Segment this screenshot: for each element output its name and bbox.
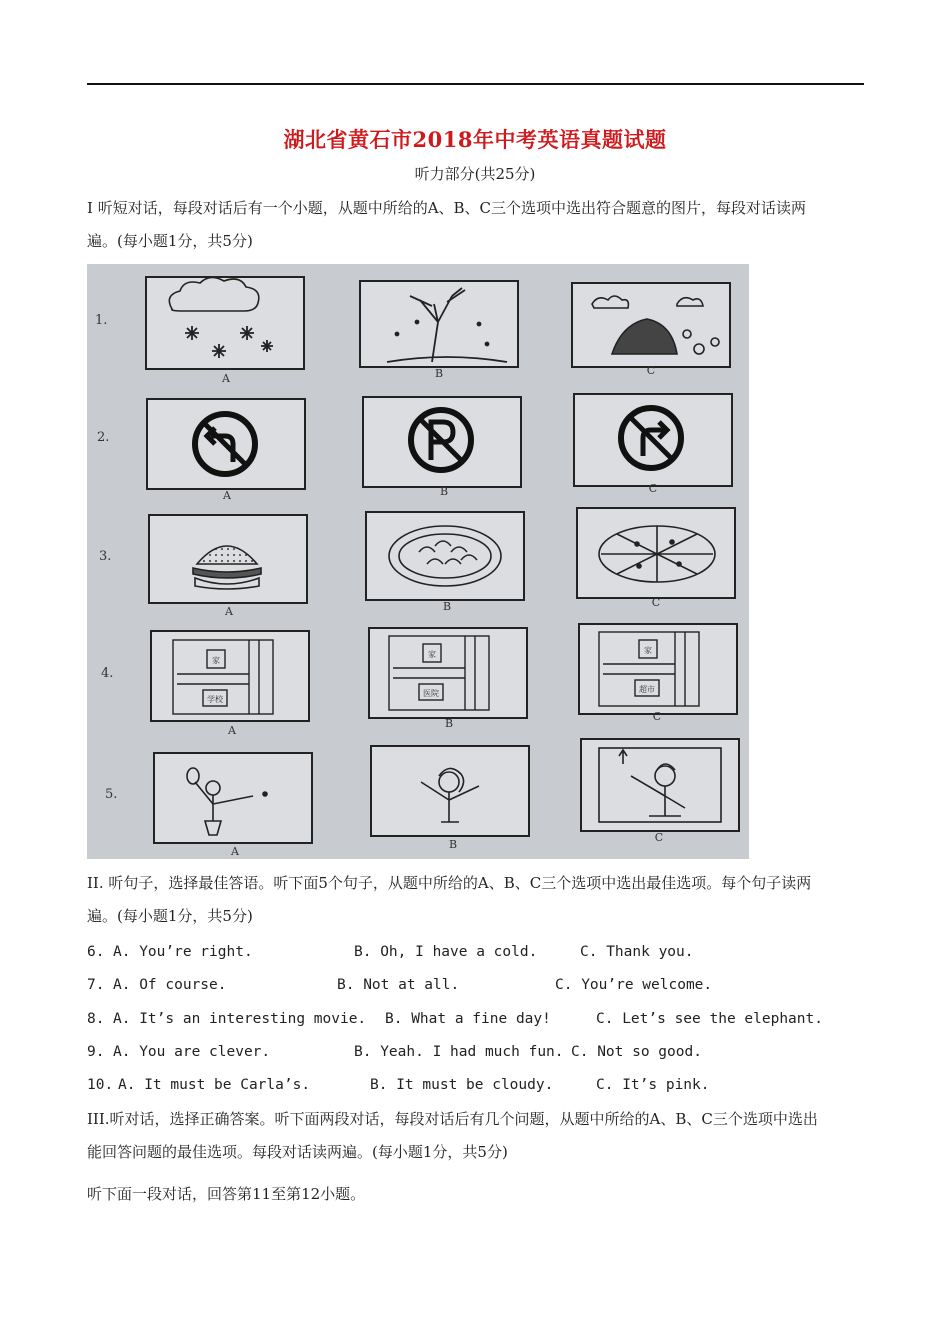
option-c: C. Let’s see the elephant. — [596, 1011, 823, 1027]
section1-instruction-line2: 遍。(每小题1分，共5分) — [87, 232, 253, 250]
option-label: A — [223, 489, 231, 502]
option-label: A — [222, 372, 230, 385]
section3-instruction-line2: 能回答问题的最佳选项。每段对话读两遍。(每小题1分，共5分) — [87, 1143, 508, 1161]
option-label: B — [444, 717, 454, 730]
question-number: 7. — [87, 977, 105, 993]
section3-sub-instruction: 听下面一段对话，回答第11至第12小题。 — [87, 1185, 366, 1203]
option-label: A — [231, 845, 239, 858]
question-number: 6. — [87, 944, 105, 960]
option-b: B. What a fine day! — [385, 1011, 551, 1027]
section3-instruction-line1: III.听对话，选择正确答案。听下面两段对话，每段对话后有几个问题，从题中所给的A、B、C三个选项中选出 — [87, 1110, 818, 1128]
map-home-label: 家 — [428, 650, 436, 659]
option-b: B. Oh, I have a cold. — [354, 944, 538, 960]
section1-instructions — [87, 192, 867, 258]
row-number: 3. — [99, 549, 112, 564]
section2-instruction-line2: 遍。(每小题1分，共5分) — [87, 907, 253, 925]
option-a: A. You are clever. — [113, 1044, 271, 1060]
option-label: C — [651, 596, 661, 609]
map-home-label: 家 — [644, 646, 652, 655]
header-rule — [87, 83, 864, 85]
question-number: 9. — [87, 1044, 105, 1060]
option-label: B — [434, 367, 444, 380]
option-b: B. It must be cloudy. — [370, 1077, 554, 1093]
question-number: 8. — [87, 1011, 105, 1027]
section1-instruction-line1: I 听短对话，每段对话后有一个小题，从题中所给的A、B、C三个选项中选出符合题意的图片，每段对话读两 — [87, 199, 807, 217]
option-label: B — [448, 838, 458, 851]
section2-instructions — [87, 867, 867, 933]
option-a: A. It must be Carla’s. — [118, 1077, 311, 1093]
option-c: C. Not so good. — [571, 1044, 702, 1060]
section3-instructions — [87, 1103, 867, 1169]
option-label: C — [654, 831, 664, 844]
option-b: B. Not at all. — [337, 977, 460, 993]
option-a: A. Of course. — [113, 977, 227, 993]
row-number: 1. — [95, 313, 108, 328]
option-label: C — [652, 710, 662, 723]
option-label: A — [225, 605, 233, 618]
option-label: C — [646, 364, 656, 377]
listening-picture-figure — [87, 264, 749, 859]
map-school-label: 学校 — [207, 695, 223, 704]
map-supermarket-label: 超市 — [639, 685, 655, 694]
option-c: C. Thank you. — [580, 944, 694, 960]
row-number: 2. — [97, 430, 110, 445]
option-c: C. It’s pink. — [596, 1077, 710, 1093]
option-c: C. You’re welcome. — [555, 977, 713, 993]
option-label: C — [648, 482, 658, 495]
map-hospital-label: 医院 — [423, 689, 439, 698]
question-number: 10. — [87, 1077, 114, 1093]
page-title: 湖北省黄石市2018年中考英语真题试题 — [283, 127, 667, 152]
option-label: B — [439, 485, 449, 498]
option-label: B — [442, 600, 452, 613]
page-subtitle: 听力部分(共25分) — [414, 165, 536, 183]
row-number: 4. — [101, 666, 114, 681]
row-number: 5. — [105, 787, 118, 802]
option-b: B. Yeah. I had much fun. — [354, 1044, 564, 1060]
option-a: A. It’s an interesting movie. — [113, 1011, 367, 1027]
pizza-icon — [599, 526, 715, 582]
option-label: A — [228, 724, 236, 737]
option-a: A. You’re right. — [113, 944, 253, 960]
map-home-label: 家 — [212, 656, 220, 665]
section2-instruction-line1: II. 听句子，选择最佳答语。听下面5个句子，从题中所给的A、B、C三个选项中选出最佳选项。每个句子读两 — [87, 874, 812, 892]
